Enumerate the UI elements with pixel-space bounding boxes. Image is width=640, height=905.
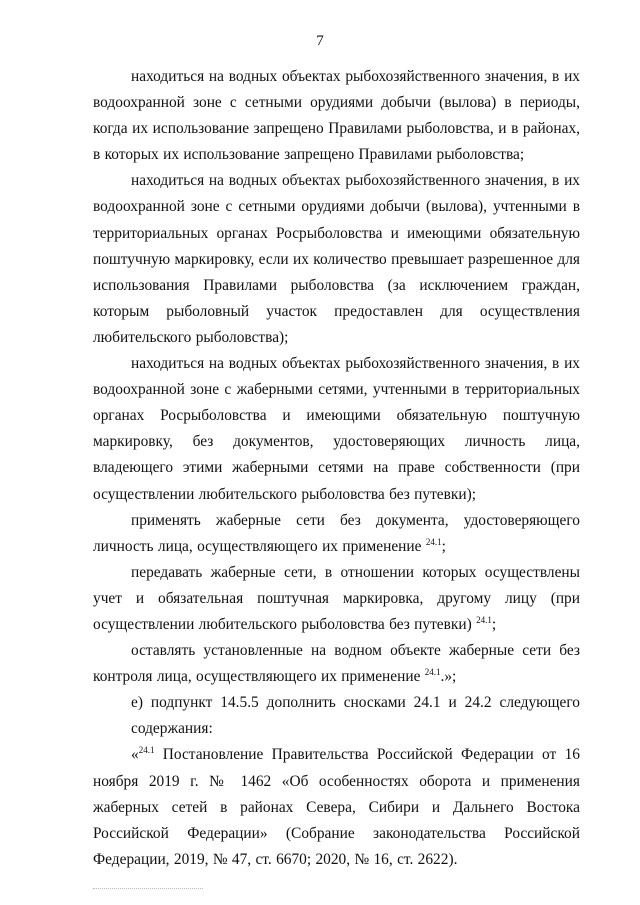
paragraph-text: передавать жаберные сети, в отношении которых осуществлены учет и обязательная поштучная маркировка, другому лицу (при осуществлении любительского рыболовства без путевки) [93,563,580,633]
paragraph-text: оставлять установленные на водном объекте жаберные сети без контроля лица, осуществляющего их применение [93,642,580,686]
footnote-reference: 24.1 [424,667,441,678]
paragraph-punctuation: ; [491,615,497,633]
paragraph-gill-nets-without-documents [93,351,580,508]
footnote-text: Постановление Правительства Российской Федерации от 16 ноября 2019 г. № 1462 «Об особенностях оборота и применения жаберных сетей в районах Севера, Сибири и Дальнего Востока Российской Федерации» (Собрание законодательства Российской Федерации, 2019, № 47, ст. 6670; 2020, № 16, ст. 2622). [93,746,580,868]
paragraph-sets-over-limit [93,168,580,351]
paragraph-text: находиться на водных объектах рыбохозяйственного значения, в их водоохранной зоне с сетными орудиями добычи (вылова), учтенными в территориальных органах Росрыболовства и имеющими обязательную поштучную маркировку, если их количество превышает разрешенное для использования Правилами рыболовства (за исключением граждан, которым рыболовный участок предоставлен для осуществления любительского рыболовства); [93,172,580,346]
page-number: 7 [316,33,324,49]
instruction-text: е) подпункт 14.5.5 дополнить сносками 24.1 и 24.2 следующего содержания: [131,694,580,738]
document-body [93,64,580,873]
paragraph-text: применять жаберные сети без документа, удостоверяющего личность лица, осуществляющего их применение [93,511,580,555]
scan-artifact-line [93,888,203,889]
paragraph-leave-gill-nets [93,638,580,690]
opening-quote: « [131,746,139,764]
paragraph-text: находиться на водных объектах рыбохозяйственного значения, в их водоохранной зоне с сетными орудиями добычи (вылова) в периоды, когда их использование запрещено Правилами рыболовства, и в районах, в которых их использование запрещено Правилами рыболовства; [93,68,580,164]
footnote-reference: 24.1 [476,614,492,625]
paragraph-transfer-gill-nets [93,560,580,638]
paragraph-sets-prohibited-periods [93,64,580,168]
paragraph-apply-gill-nets [93,508,580,560]
footnote-number: 24.1 [138,745,155,756]
paragraph-punctuation: .»; [440,668,457,686]
paragraph-text: находиться на водных объектах рыбохозяйственного значения, в их водоохранной зоне с жаберными сетями, учтенными в территориальных органах Росрыболовства и имеющими обязательную поштучную маркировку, без документов, удостоверяющих личность лица, владеющего этими жаберными сетями на праве собственности (при осуществлении любительского рыболовства без путевки); [93,355,580,503]
footnote-reference: 24.1 [425,536,442,547]
paragraph-punctuation: ; [441,537,446,555]
footnote-text-block [93,742,580,872]
amendment-instruction [93,690,580,742]
